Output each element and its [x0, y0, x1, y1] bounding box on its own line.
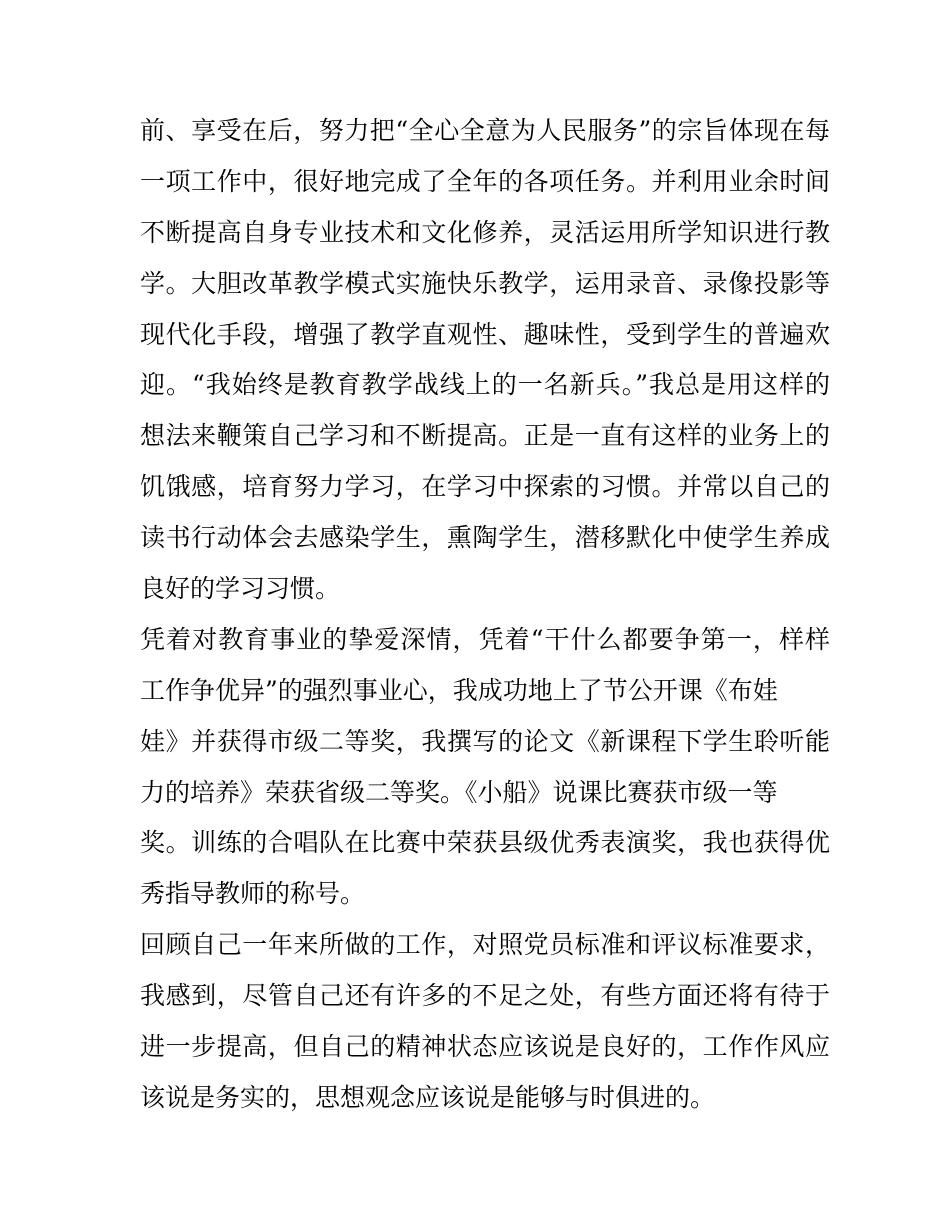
- text-line: 一项工作中，很好地完成了全年的各项任务。并利用业余时间: [140, 166, 830, 196]
- text-line: 学。大胆改革教学模式实施快乐教学，运用录音、录像投影等: [140, 268, 830, 298]
- text-line: 想法来鞭策自己学习和不断提高。正是一直有这样的业务上的: [140, 421, 830, 451]
- text-line: 迎。“我始终是教育教学战线上的一名新兵。”我总是用这样的: [140, 370, 830, 400]
- text-line: 读书行动体会去感染学生，熏陶学生，潜移默化中使学生养成: [140, 523, 830, 553]
- text-line: 不断提高自身专业技术和文化修养，灵活运用所学知识进行教: [140, 217, 830, 247]
- text-line: 奖。训练的合唱队在比赛中荣获县级优秀表演奖，我也获得优: [140, 828, 830, 858]
- text-line: 前、享受在后，努力把“全心全意为人民服务”的宗旨体现在每: [140, 116, 830, 145]
- paragraph-2: [140, 615, 830, 920]
- text-line: 回顾自己一年来所做的工作，对照党员标准和评议标准要求，: [140, 930, 830, 960]
- text-line: 力的培养》荣获省级二等奖。《小船》说课比赛获市级一等: [140, 777, 778, 807]
- text-line: 娃》并获得市级二等奖，我撰写的论文《新课程下学生聆听能: [140, 726, 830, 756]
- text-line: 现代化手段，增强了教学直观性、趣味性，受到学生的普遍欢: [140, 319, 830, 349]
- text-line: 凭着对教育事业的挚爱深情，凭着“干什么都要争第一，样样: [140, 624, 830, 654]
- text-line: 进一步提高，但自己的精神状态应该说是良好的，工作作风应: [140, 1032, 830, 1062]
- text-line: 饥饿感，培育努力学习，在学习中探索的习惯。并常以自己的: [140, 472, 830, 502]
- document-body: [140, 106, 830, 1124]
- paragraph-1: [140, 106, 830, 615]
- text-line: 该说是务实的，思想观念应该说是能够与时俱进的。: [140, 1082, 716, 1112]
- text-line: 良好的学习习惯。: [140, 574, 341, 604]
- paragraph-3: [140, 920, 830, 1124]
- text-line: 秀指导教师的称号。: [140, 879, 366, 909]
- text-line: 工作争优异”的强烈事业心，我成功地上了节公开课《布娃: [140, 675, 778, 705]
- text-line: 我感到，尽管自己还有许多的不足之处，有些方面还将有待于: [140, 981, 830, 1011]
